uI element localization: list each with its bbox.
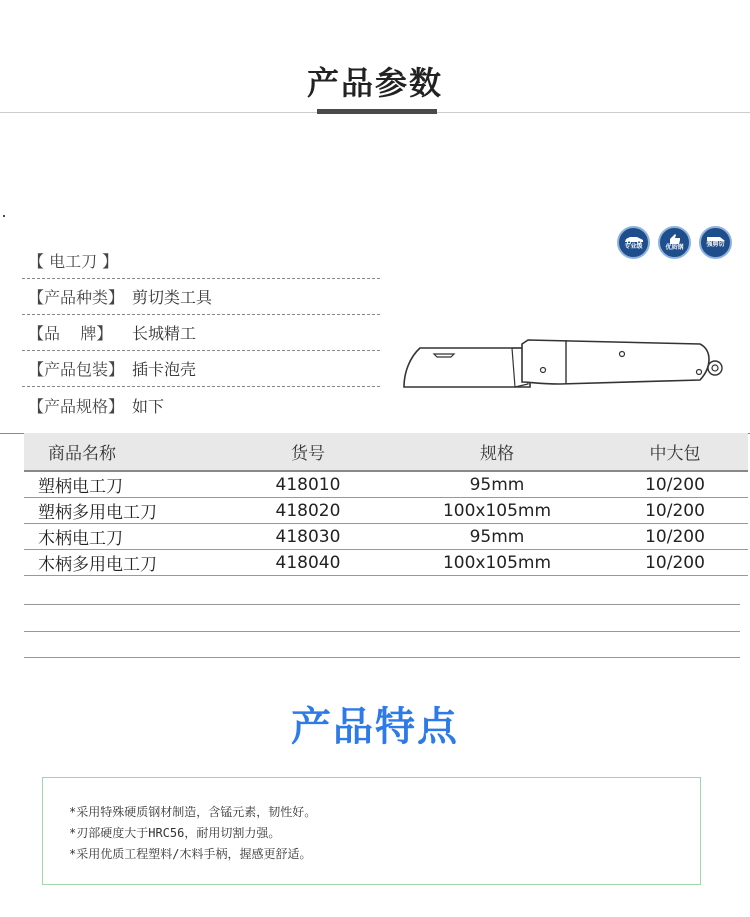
feature-badges [617, 226, 732, 259]
badge-professional [617, 226, 650, 259]
feature-item: *采用优质工程塑料/木料手柄，握感更舒适。 [69, 847, 312, 861]
spec-value: 插卡泡壳 [132, 360, 197, 379]
product-table [24, 433, 748, 576]
column-header: 中大包 [602, 433, 748, 471]
params-section-title: 产品参数 [306, 64, 443, 102]
cell-pack: 10/200 [602, 524, 748, 550]
badge-label: 优质钢 [665, 244, 684, 252]
table-row [24, 550, 748, 576]
cell-item-number: 418030 [224, 524, 392, 550]
feature-item: *采用特殊硬质钢材制造，含锰元素，韧性好。 [69, 805, 317, 819]
spec-row-brand [22, 315, 380, 351]
spec-row-product [22, 243, 380, 279]
spec-key: 【品 牌】 [28, 324, 113, 343]
column-header: 货号 [224, 433, 392, 471]
table-row [24, 471, 748, 498]
badge-strong-cut [699, 226, 732, 259]
badge-label: 专业级 [624, 242, 643, 250]
cell-product-name: 塑柄多用电工刀 [24, 498, 224, 524]
empty-table-line [24, 604, 740, 605]
spec-list [22, 243, 380, 423]
features-section-title: 产品特点 [291, 704, 459, 750]
spec-key: 【产品规格】 [28, 396, 125, 416]
badge-quality-steel [658, 226, 691, 259]
cell-spec: 95mm [392, 471, 602, 498]
cell-spec: 95mm [392, 524, 602, 550]
spec-key: 【产品种类】 [28, 288, 125, 307]
decor-dot [3, 215, 5, 217]
column-header: 规格 [392, 433, 602, 471]
table-row [24, 524, 748, 550]
column-header: 商品名称 [24, 433, 224, 471]
cell-pack: 10/200 [602, 550, 748, 576]
badge-label: 强剪切 [706, 241, 725, 249]
cell-pack: 10/200 [602, 471, 748, 498]
cell-item-number: 418040 [224, 550, 392, 576]
spec-key: 【 电工刀 】 [28, 252, 119, 271]
cell-spec: 100x105mm [392, 550, 602, 576]
spec-row-packaging [22, 351, 380, 387]
cell-item-number: 418020 [224, 498, 392, 524]
features-box [42, 777, 701, 885]
cell-product-name: 木柄电工刀 [24, 524, 224, 550]
feature-item: *刃部硬度大于HRC56，耐用切割力强。 [69, 826, 281, 840]
cell-pack: 10/200 [602, 498, 748, 524]
spec-value: 剪切类工具 [132, 288, 213, 307]
title-underline [317, 109, 437, 114]
table-row [24, 498, 748, 524]
table-header-row [24, 433, 748, 471]
cell-product-name: 木柄多用电工刀 [24, 550, 224, 576]
spec-row-specification [22, 387, 380, 423]
empty-table-line [24, 657, 740, 658]
spec-value: 长城精工 [132, 324, 197, 343]
cell-spec: 100x105mm [392, 498, 602, 524]
cell-item-number: 418010 [224, 471, 392, 498]
cell-product-name: 塑柄电工刀 [24, 471, 224, 498]
empty-table-line [24, 631, 740, 632]
spec-row-category [22, 279, 380, 315]
spec-key: 【产品包装】 [28, 360, 125, 379]
electrician-knife-illustration [400, 332, 730, 394]
spec-value: 如下 [132, 396, 165, 416]
